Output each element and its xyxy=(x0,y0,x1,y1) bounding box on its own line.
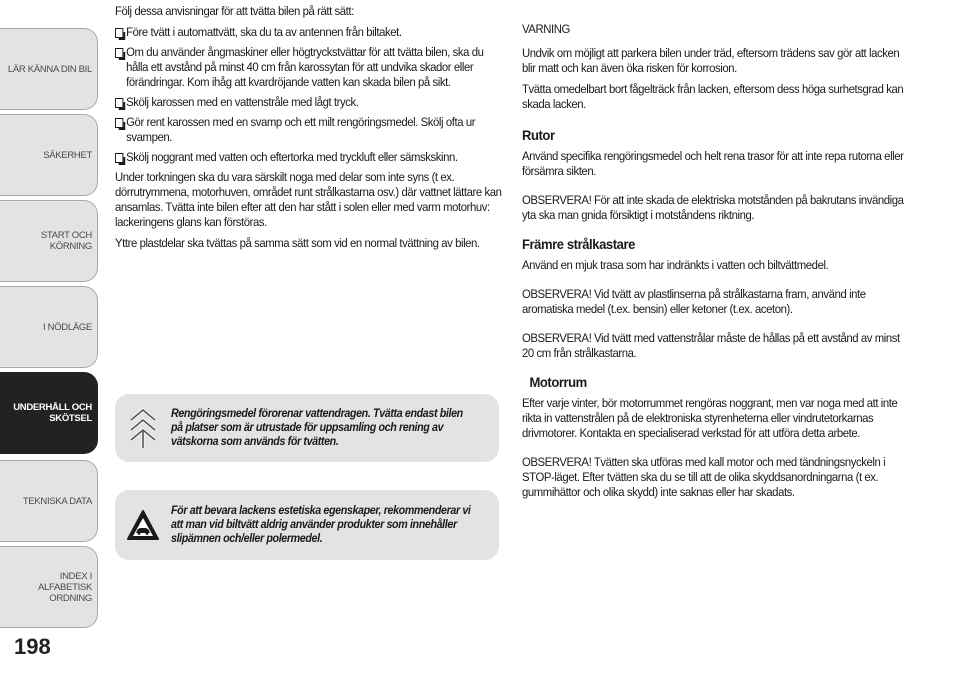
tab-label: START OCH KÖRNING xyxy=(40,230,92,252)
page-number: 198 xyxy=(14,634,51,659)
tab-index[interactable] xyxy=(0,546,98,628)
section-heading-motorrum: Motorrum xyxy=(529,374,587,390)
warning-car-icon xyxy=(115,509,171,541)
body-paragraph: OBSERVERA! För att inte skada de elektriska motstånden på bakrutans invändiga yta ska man gnida försiktigt i motståndens riktning. xyxy=(522,193,904,222)
body-paragraph: OBSERVERA! Vid tvätt av plastlinserna på strålkastarna fram, använd inte aromatiska medel (t.ex. bensin) eller ketoner (t.ex. aceton). xyxy=(522,287,866,316)
body-paragraph: Efter varje vinter, bör motorrummet rengöras noggrant, men var noga med att inte rikta in vattenstrålen på de elektroniska styrenheterna eller vindrutetorkarnas drivmotorer. Kontakta en specialiserad verkstad för att utföra detta arbete. xyxy=(522,396,898,440)
tab-start-och-korning[interactable] xyxy=(0,200,98,282)
environment-note xyxy=(115,394,499,462)
paint-warning-text: För att bevara lackens estetiska egenskaper, rekommenderar vi att man vid biltvätt aldrig använder produkter som innehåller slipämnen och/eller polermedel. xyxy=(171,505,471,545)
tab-label: INDEX I ALFABETISK ORDNING xyxy=(37,570,92,604)
tab-label: TEKNISKA DATA xyxy=(22,495,92,507)
paint-warning-note xyxy=(115,490,499,560)
list-item: Gör rent karossen med en svamp och ett milt rengöringsmedel. Skölj ofta ur svampen. xyxy=(115,115,506,145)
warning-paragraph: Undvik om möjligt att parkera bilen under träd, eftersom trädens sav gör att lacken blir matt och kan även öka risken för korrosion. xyxy=(522,46,900,75)
section-heading-stralkastare: Främre strålkastare xyxy=(522,236,635,252)
checkbox-bullet-icon xyxy=(115,28,123,38)
section-heading-rutor: Rutor xyxy=(522,127,555,143)
plastics-paragraph: Yttre plastdelar ska tvättas på samma sätt som vid en normal tvättning av bilen. xyxy=(115,236,480,250)
tab-underhall-och-skotsel[interactable] xyxy=(0,372,98,454)
tab-lar-kanna-din-bil[interactable] xyxy=(0,28,98,110)
chapter-tabs xyxy=(0,0,100,640)
warning-title: VARNING xyxy=(522,22,570,36)
body-paragraph: OBSERVERA! Vid tvätt med vattenstrålar måste de hållas på ett avstånd av minst 20 cm från strålkastarna. xyxy=(522,331,900,360)
warning-paragraph: Tvätta omedelbart bort fågelträck från lacken, eftersom dess höga surhetsgrad kan skada lacken. xyxy=(522,82,904,111)
checkbox-bullet-icon xyxy=(115,118,123,128)
body-paragraph: OBSERVERA! Tvätten ska utföras med kall motor och med tändningsnyckeln i STOP-läget. Efter tvätten ska du se till att de olika skyddsanordningarna (t ex. gummihättor och olika skydd) inte saknas eller har skadats. xyxy=(522,455,886,499)
drying-paragraph: Under torkningen ska du vara särskilt noga med delar som inte syns (t ex. dörrutrymmena, motorhuven, området runt strålkastarna osv.) där vattnet lättare kan ansamlas. Tvätta inte bilen efter att den har stått i solen eller med varm motorhuv: lackeringens glans kan förstöras. xyxy=(115,170,502,229)
tab-label: I NÖDLÄGE xyxy=(42,321,92,333)
tab-label: LÄR KÄNNA DIN BIL xyxy=(7,63,92,75)
tab-label: UNDERHÅLL OCH SKÖTSEL xyxy=(13,402,92,424)
list-item: Före tvätt i automattvätt, ska du ta av antennen från biltaket. xyxy=(115,25,506,40)
tab-tekniska-data[interactable] xyxy=(0,460,98,542)
checkbox-bullet-icon xyxy=(115,48,123,58)
tab-sakerhet[interactable] xyxy=(0,114,98,196)
checkbox-bullet-icon xyxy=(115,98,123,108)
body-paragraph: Använd specifika rengöringsmedel och helt rena trasor för att inte repa rutorna eller försämra sikten. xyxy=(522,149,904,178)
right-column xyxy=(522,4,913,506)
left-column xyxy=(115,4,506,257)
tree-icon xyxy=(115,406,171,450)
body-paragraph: Använd en mjuk trasa som har indränkts i vatten och biltvättmedel. xyxy=(522,258,829,272)
tab-label: SÄKERHET xyxy=(43,149,92,161)
list-item: Skölj karossen med en vattenstråle med lågt tryck. xyxy=(115,95,506,110)
environment-note-text: Rengöringsmedel förorenar vattendragen. Tvätta endast bilen på platser som är utrustade för uppsamling och rening av vätskorna som används för tvätten. xyxy=(171,408,463,448)
tab-i-nodlage[interactable] xyxy=(0,286,98,368)
intro-text: Följ dessa anvisningar för att tvätta bilen på rätt sätt: xyxy=(115,4,354,18)
checkbox-bullet-icon xyxy=(115,153,123,163)
list-item: Skölj noggrant med vatten och eftertorka med tryckluft eller sämskskinn. xyxy=(115,150,506,165)
list-item: Om du använder ångmaskiner eller högtryckstvättar för att tvätta bilen, ska du hålla ett avstånd på minst 40 cm från karossytan för att undvika skador eller förändringar. Kom ihåg att kvardröjande vatten kan skada bilen på sikt. xyxy=(115,45,506,90)
